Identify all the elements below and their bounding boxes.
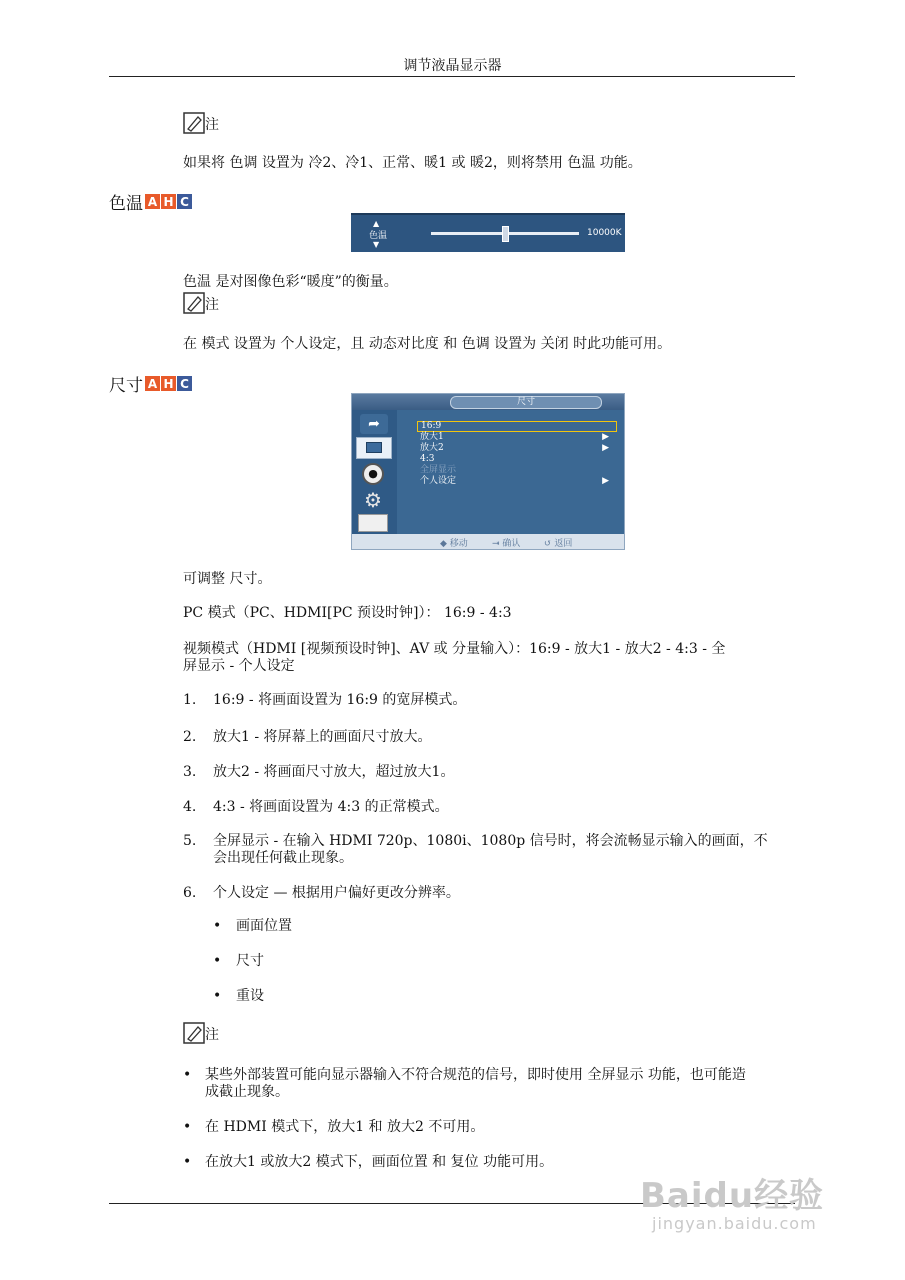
- badge-a: A: [145, 376, 160, 391]
- note-pencil-icon: [183, 1022, 205, 1044]
- note-heading-3: [183, 1022, 219, 1044]
- size-option-label: 16:9: [421, 421, 442, 431]
- sub-bullet-dot: •: [213, 953, 222, 969]
- menu-title: 尺寸: [450, 396, 602, 409]
- baidu-watermark-url: jingyan.baidu.com: [652, 1214, 817, 1233]
- color-temp-value: 10000K: [587, 228, 622, 238]
- note-bullet-dot: •: [183, 1119, 192, 1135]
- multi-control-icon[interactable]: [358, 514, 388, 532]
- section-title: 尺寸: [109, 376, 143, 396]
- note-bullet-text: 某些外部装置可能向显示器输入不符合规范的信号，即时使用 全屏显示 功能，也可能造: [205, 1067, 746, 1083]
- list-item-text: 全屏显示 - 在输入 HDMI 720p、1080i、1080p 信号时，将会流畅显示输入的画面，不: [213, 833, 768, 849]
- badge-c: C: [177, 376, 192, 391]
- list-item-text: 放大2 - 将画面尺寸放大，超过放大1。: [213, 764, 455, 780]
- submenu-arrow-icon: ▶: [602, 476, 609, 486]
- note-heading-2: [183, 292, 219, 314]
- size-option-label: 放大2: [420, 443, 444, 453]
- sub-bullet-text: 重设: [236, 988, 264, 1004]
- picture-category-icon[interactable]: [356, 437, 392, 459]
- submenu-arrow-icon: ▶: [602, 432, 609, 442]
- color-temp-label: 色温: [369, 231, 388, 241]
- footer-move: ◆ 移动: [440, 539, 468, 549]
- list-item-number: 6.: [183, 885, 197, 901]
- header-rule: [109, 76, 795, 77]
- color-temp-description: 色温 是对图像色彩“暖度”的衡量。: [183, 274, 398, 290]
- list-item-text: 个人设定 — 根据用户偏好更改分辨率。: [213, 885, 460, 901]
- list-item-text-continued: 会出现任何截止现象。: [213, 850, 353, 866]
- pc-mode-text: PC 模式（PC、HDMI[PC 预设时钟]）： 16:9 - 4:3: [183, 605, 512, 621]
- note-bullet-text: 在放大1 或放大2 模式下，画面位置 和 复位 功能可用。: [205, 1154, 554, 1170]
- badge-c: C: [177, 194, 192, 209]
- badge-a: A: [145, 194, 160, 209]
- sub-bullet-dot: •: [213, 918, 222, 934]
- menu-footer: [352, 534, 624, 549]
- ahc-badge: [145, 194, 193, 209]
- size-osd-menu: [351, 393, 625, 550]
- size-description: 可调整 尺寸。: [183, 571, 272, 587]
- slider-thumb[interactable]: [502, 226, 509, 242]
- setup-gear-icon[interactable]: ⚙: [364, 488, 382, 512]
- note-label: 注: [205, 297, 219, 313]
- sound-category-icon[interactable]: ●: [362, 463, 384, 485]
- list-item-number: 5.: [183, 833, 197, 849]
- note-1-text: 如果将 色调 设置为 冷2、冷1、正常、暖1 或 暖2，则将禁用 色温 功能。: [183, 155, 642, 171]
- note-pencil-icon: [183, 112, 205, 134]
- list-item-number: 3.: [183, 764, 197, 780]
- sub-bullet-dot: •: [213, 988, 222, 1004]
- note-bullet-text-continued: 成截止现象。: [205, 1084, 289, 1100]
- note-bullet-dot: •: [183, 1154, 192, 1170]
- size-option-item[interactable]: [417, 443, 617, 454]
- badge-h: H: [161, 194, 176, 209]
- list-item-number: 1.: [183, 692, 197, 708]
- list-item-number: 2.: [183, 729, 197, 745]
- video-mode-line-2: 屏显示 - 个人设定: [183, 658, 295, 674]
- note-bullet-text: 在 HDMI 模式下，放大1 和 放大2 不可用。: [205, 1119, 485, 1135]
- note-heading-1: [183, 112, 219, 134]
- menu-options-area: [397, 410, 624, 534]
- size-option-label: 全屏显示: [420, 465, 457, 475]
- baidu-watermark-logo: Baidu经验: [640, 1176, 825, 1216]
- section-title: 色温: [109, 194, 143, 214]
- note-label: 注: [205, 1027, 219, 1043]
- badge-h: H: [161, 376, 176, 391]
- section-color-temp-heading: [109, 189, 193, 214]
- submenu-arrow-icon: ▶: [602, 443, 609, 453]
- note-bullet-dot: •: [183, 1067, 192, 1083]
- footer-return: ↺ 返回: [544, 539, 573, 549]
- size-option-label: 4:3: [420, 454, 435, 464]
- section-size-heading: [109, 371, 193, 396]
- list-item-text: 16:9 - 将画面设置为 16:9 的宽屏模式。: [213, 692, 467, 708]
- input-category-icon[interactable]: ➦: [360, 414, 388, 434]
- sub-bullet-text: 画面位置: [236, 918, 292, 934]
- size-option-label: 放大1: [420, 432, 444, 442]
- note-2-text: 在 模式 设置为 个人设定，且 动态对比度 和 色调 设置为 关闭 时此功能可用。: [183, 336, 672, 352]
- size-option-label: 个人设定: [420, 476, 457, 486]
- list-item-text: 4:3 - 将画面设置为 4:3 的正常模式。: [213, 799, 449, 815]
- video-mode-line-1: 视频模式（HDMI [视频预设时钟]、AV 或 分量输入）：16:9 - 放大1 - 放大2 - 4:3 - 全: [183, 641, 726, 657]
- size-option-item[interactable]: [417, 454, 617, 465]
- page-header-title: 调节液晶显示器: [403, 58, 502, 74]
- menu-category-column: [352, 410, 397, 534]
- down-arrow-icon: ▼: [373, 240, 380, 249]
- note-pencil-icon: [183, 292, 205, 314]
- size-option-item[interactable]: [417, 465, 617, 476]
- size-option-item[interactable]: [417, 476, 617, 487]
- sub-bullet-text: 尺寸: [236, 953, 264, 969]
- ahc-badge: [145, 376, 193, 391]
- list-item-number: 4.: [183, 799, 197, 815]
- up-arrow-icon: ▲: [373, 219, 380, 228]
- note-label: 注: [205, 117, 219, 133]
- size-option-item[interactable]: [417, 432, 617, 443]
- footer-enter: ⇥ 确认: [492, 539, 521, 549]
- size-option-item[interactable]: [417, 421, 617, 432]
- list-item-text: 放大1 - 将屏幕上的画面尺寸放大。: [213, 729, 432, 745]
- color-temp-slider-panel: [351, 213, 625, 252]
